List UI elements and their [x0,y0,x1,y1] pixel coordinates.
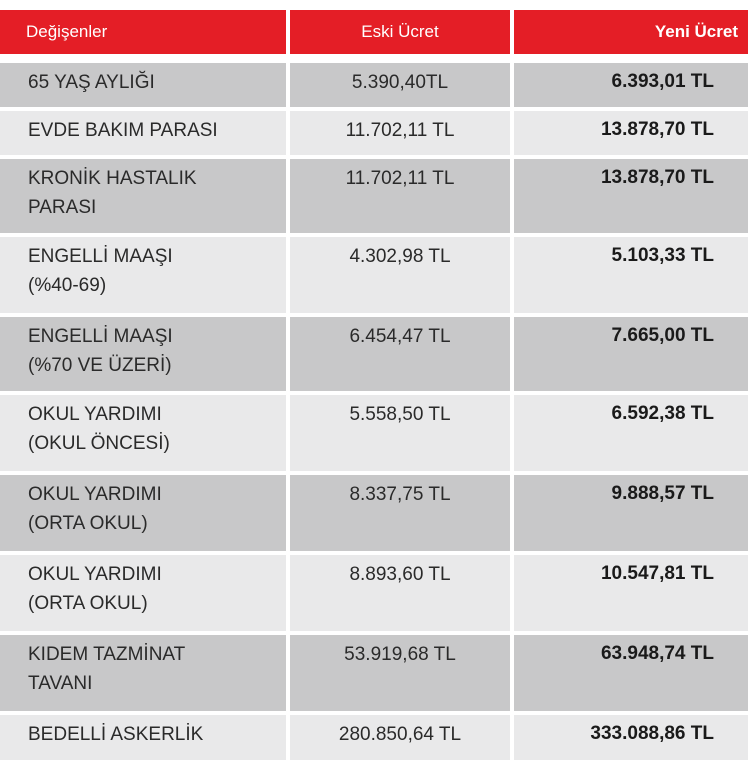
old-fee: 4.302,98 TL [290,237,510,313]
table-row [0,63,748,107]
table-row [0,635,748,711]
row-label: 65 YAŞ AYLIĞI [0,63,286,107]
table-row [0,475,748,551]
old-fee: 11.702,11 TL [290,111,510,155]
new-fee: 13.878,70 TL [514,159,748,233]
row-label: EVDE BAKIM PARASI [0,111,286,155]
row-label: ENGELLİ MAAŞI (%70 VE ÜZERİ) [0,317,286,391]
row-label: KRONİK HASTALIK PARASI [0,159,286,233]
row-label: OKUL YARDIMI (OKUL ÖNCESİ) [0,395,286,471]
new-fee: 6.393,01 TL [514,63,748,107]
old-fee: 280.850,64 TL [290,715,510,760]
new-fee: 63.948,74 TL [514,635,748,711]
table-row [0,237,748,313]
new-fee: 13.878,70 TL [514,111,748,155]
old-fee: 5.558,50 TL [290,395,510,471]
table-header [0,10,748,54]
old-fee: 8.893,60 TL [290,555,510,631]
row-label: OKUL YARDIMI (ORTA OKUL) [0,555,286,631]
table-row [0,555,748,631]
header-changes: Değişenler [0,10,286,54]
header-old-fee: Eski Ücret [290,10,510,54]
header-new-fee: Yeni Ücret [514,10,748,54]
row-label: OKUL YARDIMI (ORTA OKUL) [0,475,286,551]
new-fee: 5.103,33 TL [514,237,748,313]
old-fee: 11.702,11 TL [290,159,510,233]
row-label: KIDEM TAZMİNAT TAVANI [0,635,286,711]
table-row [0,317,748,391]
new-fee: 10.547,81 TL [514,555,748,631]
row-label: ENGELLİ MAAŞI (%40-69) [0,237,286,313]
table-row [0,715,748,760]
new-fee: 6.592,38 TL [514,395,748,471]
new-fee: 333.088,86 TL [514,715,748,760]
old-fee: 53.919,68 TL [290,635,510,711]
table-row [0,111,748,155]
new-fee: 9.888,57 TL [514,475,748,551]
old-fee: 5.390,40TL [290,63,510,107]
table-row [0,395,748,471]
row-label: BEDELLİ ASKERLİK [0,715,286,760]
old-fee: 6.454,47 TL [290,317,510,391]
table-row [0,159,748,233]
new-fee: 7.665,00 TL [514,317,748,391]
old-fee: 8.337,75 TL [290,475,510,551]
